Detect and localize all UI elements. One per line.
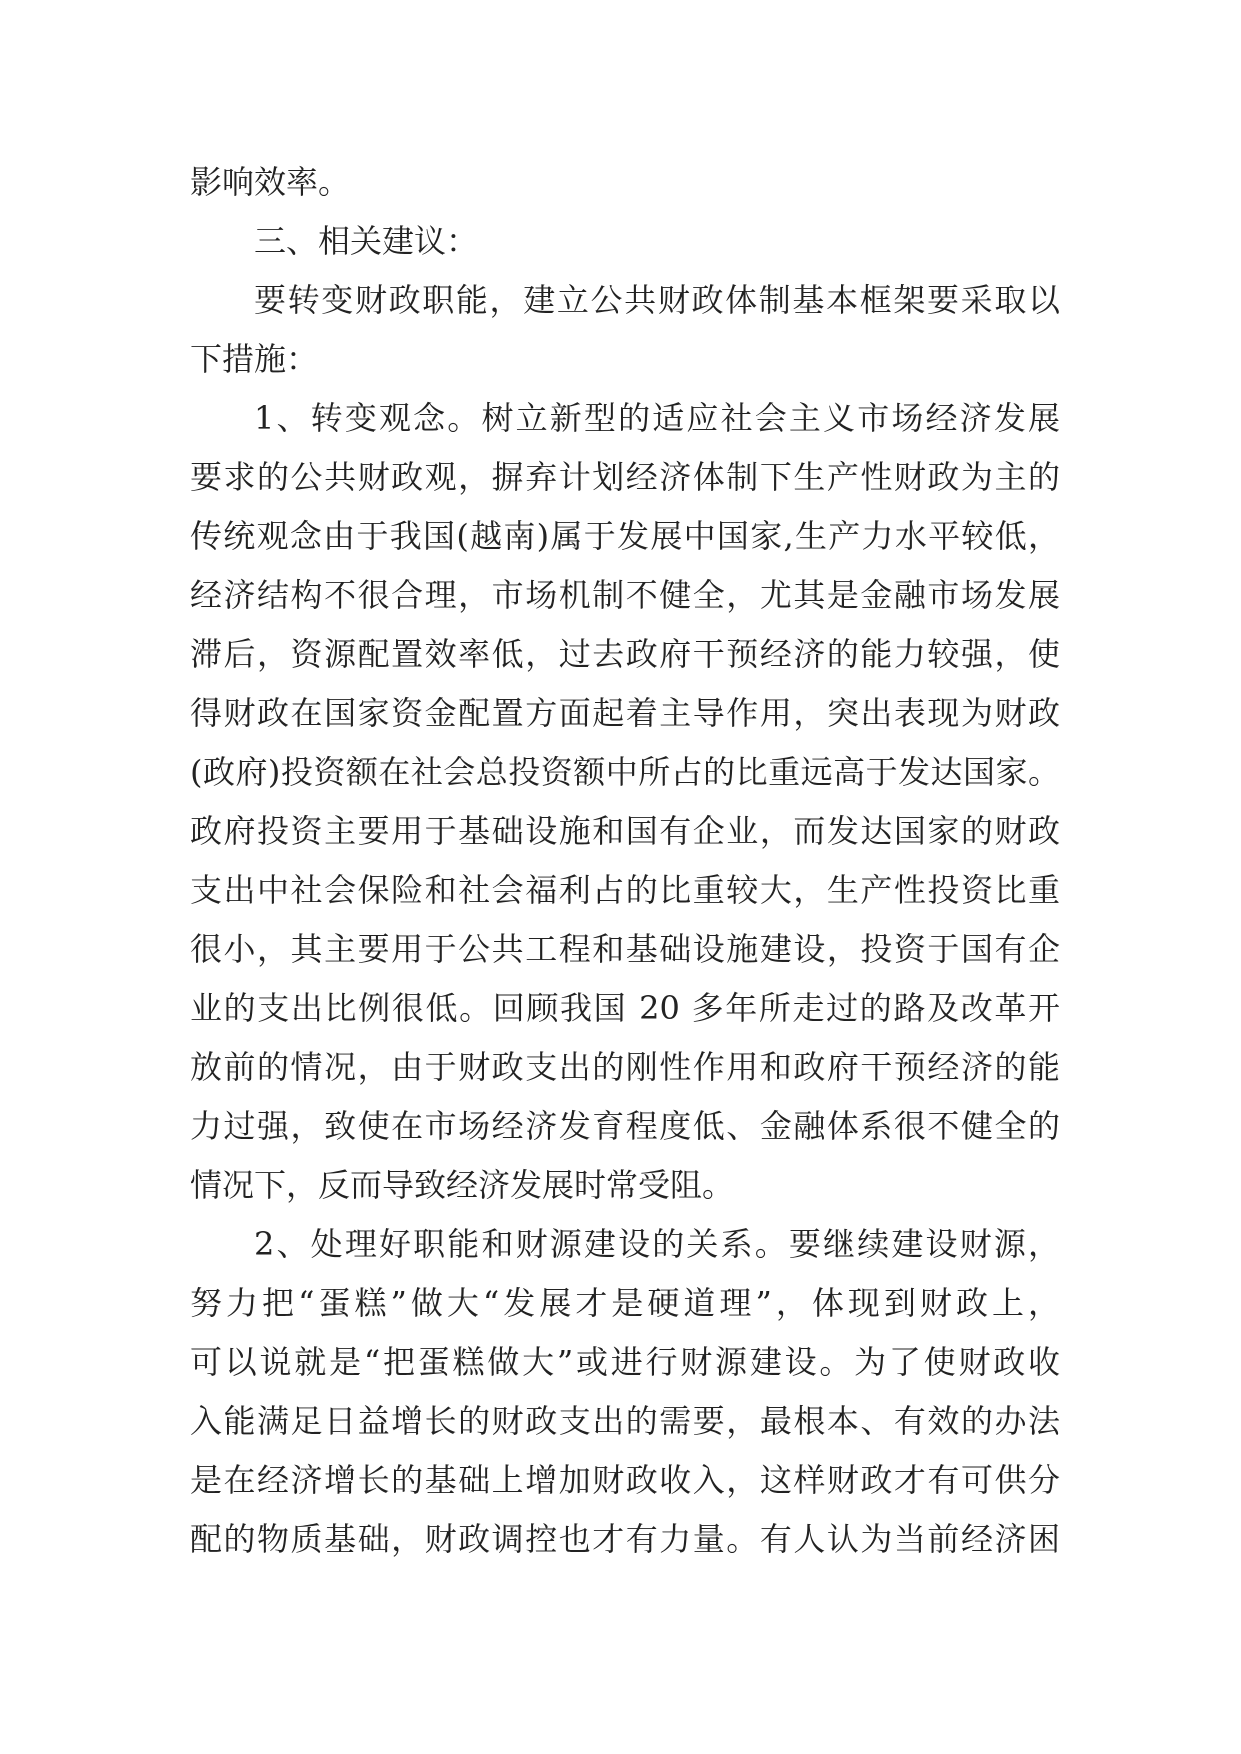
paragraph-line: 传统观念由于我国(越南)属于发展中国家,生产力水平较低， bbox=[190, 517, 1060, 555]
paragraph-line: 要求的公共财政观，摒弃计划经济体制下生产性财政为主的 bbox=[190, 458, 1060, 496]
paragraph-line: 下措施： bbox=[190, 340, 319, 378]
paragraph-line: 情况下，反而导致经济发展时常受阻。 bbox=[190, 1166, 735, 1204]
paragraph-line: 力过强，致使在市场经济发育程度低、金融体系很不健全的 bbox=[190, 1107, 1060, 1145]
paragraph-line: 支出中社会保险和社会福利占的比重较大，生产性投资比重 bbox=[190, 871, 1060, 909]
list-item-heading: 2、处理好职能和财源建设的关系。要继续建设财源， bbox=[254, 1225, 1060, 1263]
paragraph-line: 很小，其主要用于公共工程和基础设施建设，投资于国有企 bbox=[190, 930, 1060, 968]
paragraph-line: 要转变财政职能，建立公共财政体制基本框架要采取以 bbox=[254, 281, 1060, 319]
paragraph-line: 放前的情况，由于财政支出的刚性作用和政府干预经济的能 bbox=[190, 1048, 1060, 1086]
paragraph-line: 努力把“蛋糕”做大“发展才是硬道理”，体现到财政上， bbox=[190, 1284, 1060, 1322]
list-item-heading: 1、转变观念。树立新型的适应社会主义市场经济发展 bbox=[254, 399, 1060, 437]
body-text bbox=[190, 153, 1060, 1569]
paragraph-line: 可以说就是“把蛋糕做大”或进行财源建设。为了使财政收 bbox=[190, 1343, 1060, 1381]
paragraph-line: 是在经济增长的基础上增加财政收入，这样财政才有可供分 bbox=[190, 1461, 1060, 1499]
paragraph-line: 滞后，资源配置效率低，过去政府干预经济的能力较强，使 bbox=[190, 635, 1060, 673]
section-heading: 三、相关建议： bbox=[254, 222, 479, 260]
paragraph-line: 政府投资主要用于基础设施和国有企业，而发达国家的财政 bbox=[190, 812, 1060, 850]
paragraph-line: 得财政在国家资金配置方面起着主导作用，突出表现为财政 bbox=[190, 694, 1060, 732]
paragraph-line: (政府)投资额在社会总投资额中所占的比重远高于发达国家。 bbox=[190, 753, 1060, 791]
paragraph-line: 配的物质基础，财政调控也才有力量。有人认为当前经济困 bbox=[190, 1520, 1060, 1558]
paragraph-line: 业的支出比例很低。回顾我国 20 多年所走过的路及改革开 bbox=[190, 989, 1060, 1027]
paragraph-line: 入能满足日益增长的财政支出的需要，最根本、有效的办法 bbox=[190, 1402, 1060, 1440]
paragraph-line: 经济结构不很合理，市场机制不健全，尤其是金融市场发展 bbox=[190, 576, 1060, 614]
paragraph-line: 影响效率。 bbox=[190, 163, 351, 201]
